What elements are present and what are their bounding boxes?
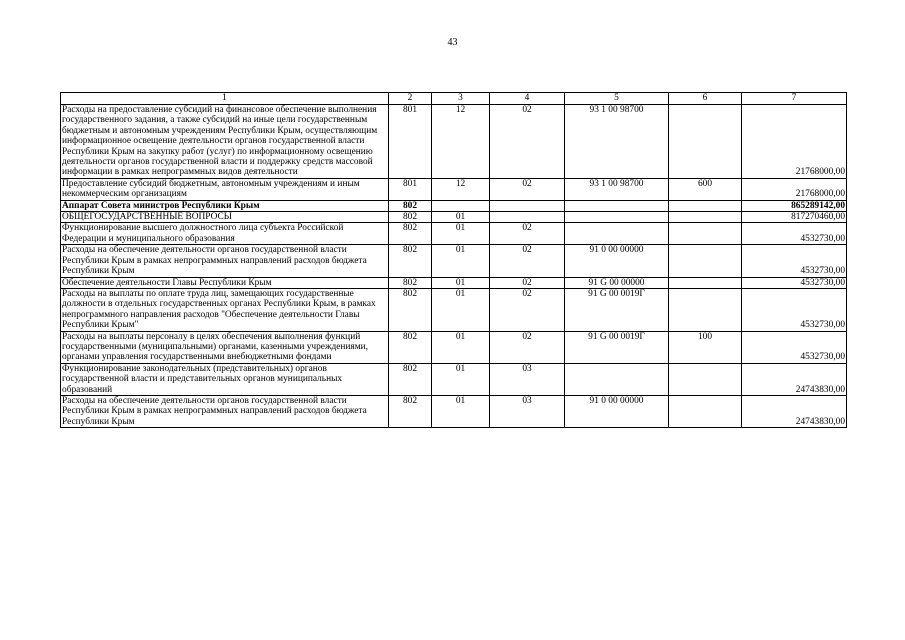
cell-expense-type xyxy=(669,363,742,395)
cell-ministry-code: 802 xyxy=(389,200,432,211)
cell-section: 01 xyxy=(432,223,490,245)
cell-ministry-code: 802 xyxy=(389,363,432,395)
cell-name: Обеспечение деятельности Главы Республики Крым xyxy=(61,277,389,288)
cell-target-item: 93 1 00 98700 xyxy=(565,178,669,200)
cell-name: Расходы на обеспечение деятельности органов государственной власти Республики Крым в рамках непрограммных направлений расходов бюджета Республики Крым xyxy=(61,395,389,427)
cell-ministry-code: 801 xyxy=(389,178,432,200)
cell-expense-type xyxy=(669,200,742,211)
cell-target-item: 91 G 00 00000 xyxy=(565,277,669,288)
cell-expense-type xyxy=(669,277,742,288)
cell-amount: 24743830,00 xyxy=(742,363,847,395)
cell-name: Расходы на обеспечение деятельности органов государственной власти Республики Крым в рамках непрограммных направлений расходов бюджета Республики Крым xyxy=(61,245,389,277)
table-row xyxy=(61,200,847,211)
cell-ministry-code: 802 xyxy=(389,245,432,277)
cell-amount: 4532730,00 xyxy=(742,223,847,245)
cell-expense-type xyxy=(669,105,742,179)
cell-name: Расходы на предоставление субсидий на финансовое обеспечение выполнения государственного задания, а также субсидий на иные цели государственным бюджетным и автономным учреждениям Республики Крым, осуществляющим информационное освещение деятельности органов государственной власти Республики Крым на закупку работ (услуг) по информационному освещению деятельности органов государственной власти и поддержку средств массовой информации в рамках непрограммных видов деятельности xyxy=(61,105,389,179)
table-row xyxy=(61,223,847,245)
cell-subsection: 02 xyxy=(490,178,565,200)
column-header: 4 xyxy=(490,93,565,105)
cell-subsection: 02 xyxy=(490,277,565,288)
table-row xyxy=(61,178,847,200)
cell-amount: 24743830,00 xyxy=(742,395,847,427)
table-row xyxy=(61,395,847,427)
cell-ministry-code: 802 xyxy=(389,395,432,427)
cell-target-item xyxy=(565,363,669,395)
cell-target-item xyxy=(565,223,669,245)
page-number: 43 xyxy=(447,37,458,48)
cell-expense-type xyxy=(669,212,742,223)
cell-amount: 4532730,00 xyxy=(742,277,847,288)
cell-target-item: 91 G 00 0019Г xyxy=(565,331,669,363)
cell-subsection: 02 xyxy=(490,245,565,277)
cell-name: Функционирование высшего должностного лица субъекта Российской Федерации и муниципального образования xyxy=(61,223,389,245)
table-row xyxy=(61,288,847,331)
cell-target-item: 93 1 00 98700 xyxy=(565,105,669,179)
cell-section: 01 xyxy=(432,212,490,223)
cell-subsection: 03 xyxy=(490,395,565,427)
cell-subsection xyxy=(490,200,565,211)
cell-subsection: 02 xyxy=(490,288,565,331)
cell-subsection: 02 xyxy=(490,223,565,245)
cell-section: 01 xyxy=(432,277,490,288)
column-header: 3 xyxy=(432,93,490,105)
budget-table xyxy=(60,92,847,428)
cell-amount: 865289142,00 xyxy=(742,200,847,211)
table-row xyxy=(61,363,847,395)
cell-amount: 817270460,00 xyxy=(742,212,847,223)
cell-expense-type: 600 xyxy=(669,178,742,200)
cell-target-item xyxy=(565,200,669,211)
cell-subsection: 03 xyxy=(490,363,565,395)
cell-expense-type xyxy=(669,245,742,277)
cell-subsection: 02 xyxy=(490,105,565,179)
table-row xyxy=(61,105,847,179)
cell-section: 01 xyxy=(432,363,490,395)
cell-subsection xyxy=(490,212,565,223)
table-row xyxy=(61,277,847,288)
cell-section: 01 xyxy=(432,288,490,331)
column-header: 6 xyxy=(669,93,742,105)
cell-ministry-code: 802 xyxy=(389,223,432,245)
cell-ministry-code: 802 xyxy=(389,288,432,331)
column-header: 5 xyxy=(565,93,669,105)
table-body xyxy=(61,105,847,428)
cell-ministry-code: 801 xyxy=(389,105,432,179)
cell-ministry-code: 802 xyxy=(389,212,432,223)
cell-section: 01 xyxy=(432,395,490,427)
cell-expense-type xyxy=(669,288,742,331)
table-row xyxy=(61,245,847,277)
cell-section: 12 xyxy=(432,105,490,179)
cell-name: Расходы на выплаты по оплате труда лиц, замещающих государственные должности в отдельных государственных органах Республики Крым, в рамках непрограммного направления расходов "Обеспечение деятельности Главы Республики Крым" xyxy=(61,288,389,331)
cell-target-item xyxy=(565,212,669,223)
cell-target-item: 91 0 00 00000 xyxy=(565,395,669,427)
cell-amount: 4532730,00 xyxy=(742,288,847,331)
table-header-row xyxy=(61,93,847,105)
cell-amount: 21768000,00 xyxy=(742,105,847,179)
cell-target-item: 91 G 00 0019Г xyxy=(565,288,669,331)
table-row xyxy=(61,331,847,363)
cell-expense-type xyxy=(669,223,742,245)
cell-section: 01 xyxy=(432,245,490,277)
cell-amount: 21768000,00 xyxy=(742,178,847,200)
cell-section xyxy=(432,200,490,211)
cell-amount: 4532730,00 xyxy=(742,245,847,277)
cell-expense-type: 100 xyxy=(669,331,742,363)
cell-ministry-code: 802 xyxy=(389,331,432,363)
cell-name: Функционирование законодательных (представительных) органов государственной власти и представительных органов муниципальных образований xyxy=(61,363,389,395)
column-header: 1 xyxy=(61,93,389,105)
cell-section: 12 xyxy=(432,178,490,200)
cell-section: 01 xyxy=(432,331,490,363)
cell-name: Аппарат Совета министров Республики Крым xyxy=(61,200,389,211)
cell-amount: 4532730,00 xyxy=(742,331,847,363)
cell-name: ОБЩЕГОСУДАРСТВЕННЫЕ ВОПРОСЫ xyxy=(61,212,389,223)
cell-target-item: 91 0 00 00000 xyxy=(565,245,669,277)
column-header: 2 xyxy=(389,93,432,105)
cell-ministry-code: 802 xyxy=(389,277,432,288)
table-row xyxy=(61,212,847,223)
cell-name: Предоставление субсидий бюджетным, автономным учреждениям и иным некоммерческим организациям xyxy=(61,178,389,200)
cell-name: Расходы на выплаты персоналу в целях обеспечения выполнения функций государственными (муниципальными) органами, казенными учреждениями, органами управления государственными внебюджетными фондами xyxy=(61,331,389,363)
cell-subsection: 02 xyxy=(490,331,565,363)
column-header: 7 xyxy=(742,93,847,105)
cell-expense-type xyxy=(669,395,742,427)
